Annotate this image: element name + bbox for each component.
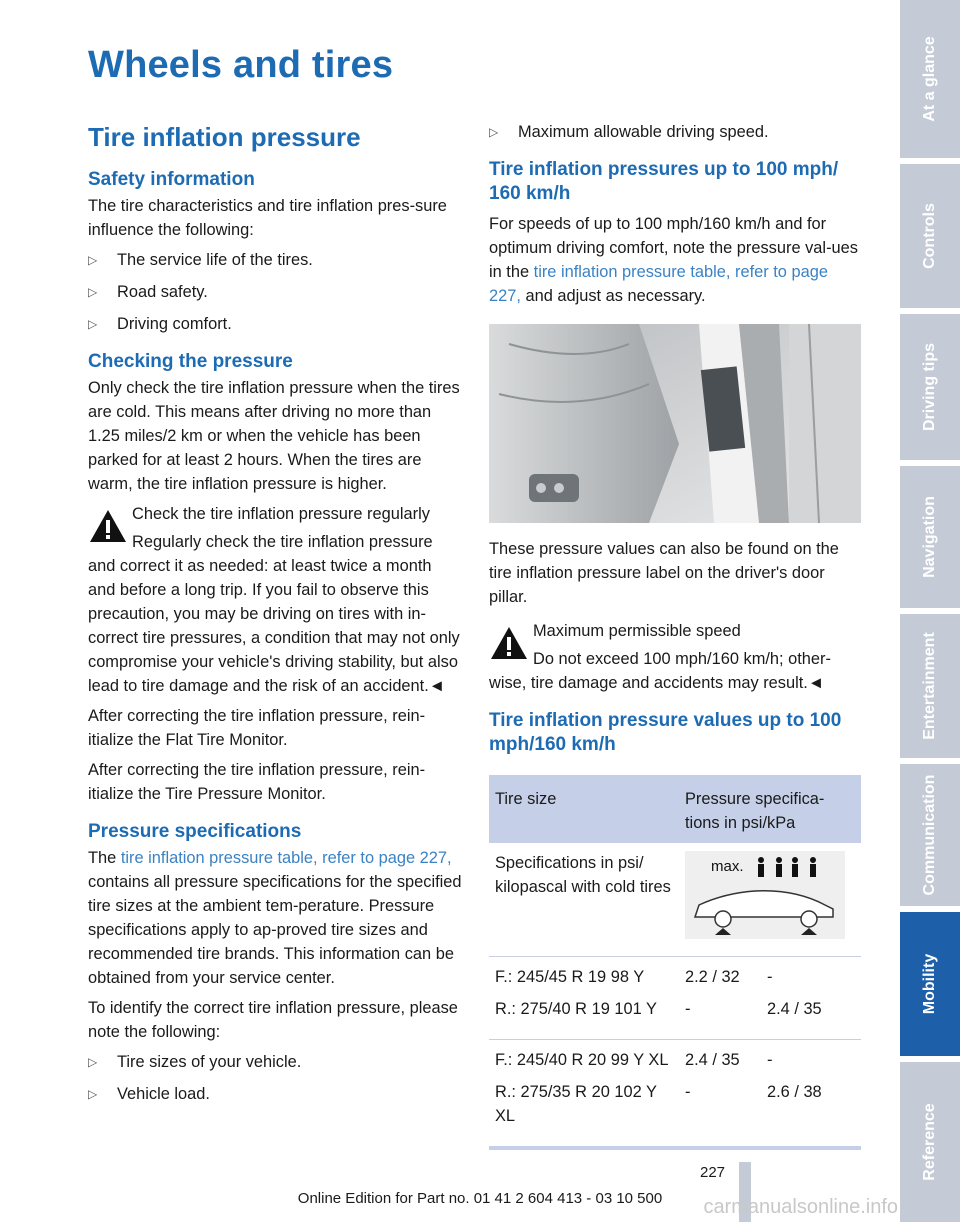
photo-caption: These pressure values can also be found on the tire inflation pressure label on the driver's door pillar. bbox=[489, 540, 839, 606]
front-pressure-cell: 2.2 / 32 - bbox=[679, 957, 761, 1040]
warning-triangle-icon bbox=[88, 508, 128, 544]
warning-title: Maximum permissible speed bbox=[533, 622, 741, 640]
list-item: ▷ Maximum allowable driving speed. bbox=[489, 120, 861, 144]
table-header: Tire size bbox=[489, 775, 679, 843]
warning-block bbox=[489, 619, 861, 695]
tire-size-cell: F.: 245/40 R 20 99 Y XL R.: 275/35 R 20 102 Y XL bbox=[489, 1040, 679, 1149]
tab-entertainment[interactable]: Entertainment bbox=[900, 614, 960, 758]
tab-reference[interactable]: Reference bbox=[900, 1062, 960, 1222]
checking-heading: Checking the pressure bbox=[88, 351, 293, 372]
rear-pressure-cell: - 2.4 / 35 bbox=[761, 957, 861, 1040]
right-column bbox=[489, 120, 861, 1150]
bullet-triangle-icon: ▷ bbox=[88, 253, 98, 267]
bullet-triangle-icon: ▷ bbox=[88, 1055, 98, 1069]
tab-controls[interactable]: Controls bbox=[900, 164, 960, 308]
tab-mobility[interactable]: Mobility bbox=[900, 912, 960, 1056]
tire-size-cell: F.: 245/45 R 19 98 Y R.: 275/40 R 19 101 Y bbox=[489, 957, 679, 1040]
pressure-table bbox=[489, 775, 861, 1150]
tab-navigation[interactable]: Navigation bbox=[900, 466, 960, 608]
warning-text: Do not exceed 100 mph/160 km/h; other-wise, tire damage and accidents may result.◄ bbox=[489, 650, 831, 692]
speed-heading: Tire inflation pressures up to 100 mph/ 160 km/h bbox=[489, 159, 839, 204]
max-label: max. bbox=[711, 858, 744, 875]
checking-text: Only check the tire inflation pressure when the tires are cold. This means after driving no more than 1.25 miles/2 km or when the vehicle has been parked for at least 2 hours. When the tires are warm, the tire inflation pressure is higher. bbox=[88, 379, 460, 493]
values-heading: Tire inflation pressure values up to 100 mph/160 km/h bbox=[489, 710, 842, 755]
chapter-sidebar bbox=[900, 0, 960, 1222]
tab-driving-tips[interactable]: Driving tips bbox=[900, 314, 960, 460]
list-item: ▷ Tire sizes of your vehicle. bbox=[88, 1050, 462, 1074]
front-pressure-cell: 2.4 / 35 - bbox=[679, 1040, 761, 1149]
warning-block bbox=[88, 502, 462, 698]
vehicle-load-diagram bbox=[685, 851, 845, 939]
door-pillar-photo bbox=[489, 324, 861, 523]
section-heading: Tire inflation pressure bbox=[88, 122, 361, 152]
list-item: ▷ Driving comfort. bbox=[88, 312, 462, 336]
list-item: ▷ Road safety. bbox=[88, 280, 462, 304]
safety-list bbox=[88, 248, 462, 336]
footer-text: Online Edition for Part no. 01 41 2 604 413 - 03 10 500 bbox=[297, 1190, 663, 1207]
identify-list bbox=[88, 1050, 462, 1106]
spec-label: Specifications in psi/ kilopascal with cold tires bbox=[489, 843, 679, 957]
table-row bbox=[489, 957, 861, 1040]
bullet-triangle-icon: ▷ bbox=[489, 125, 499, 139]
left-column bbox=[88, 120, 462, 1114]
watermark: carmanualsonline.info bbox=[703, 1196, 898, 1218]
safety-heading: Safety information bbox=[88, 169, 255, 190]
rear-pressure-cell: - 2.6 / 38 bbox=[761, 1040, 861, 1149]
bullet-triangle-icon: ▷ bbox=[88, 285, 98, 299]
identify-text: To identify the correct tire inflation pressure, please note the following: bbox=[88, 999, 458, 1041]
warning-title: Check the tire inflation pressure regularly bbox=[132, 505, 430, 523]
page-reference-link[interactable]: tire inflation pressure table, refer to page 227, bbox=[489, 263, 828, 305]
table-row bbox=[489, 843, 861, 957]
list-item: ▷ The service life of the tires. bbox=[88, 248, 462, 272]
page-number: 227 bbox=[700, 1164, 726, 1181]
bullet-triangle-icon: ▷ bbox=[88, 317, 98, 331]
table-row bbox=[489, 1040, 861, 1149]
page-reference-link[interactable]: tire inflation pressure table, refer to page 227, bbox=[120, 849, 452, 867]
pressure-spec-heading: Pressure specifications bbox=[88, 821, 302, 842]
tab-at-a-glance[interactable]: At a glance bbox=[900, 0, 960, 158]
flat-tire-monitor-note: After correcting the tire inflation pressure, rein-itialize the Flat Tire Monitor. bbox=[88, 707, 426, 749]
tire-pressure-monitor-note: After correcting the tire inflation pressure, rein-itialize the Tire Pressure Monitor. bbox=[88, 761, 426, 803]
page-title: Wheels and tires bbox=[88, 44, 394, 86]
table-header-row bbox=[489, 775, 861, 843]
tab-communication[interactable]: Communication bbox=[900, 764, 960, 906]
list-item: ▷ Vehicle load. bbox=[88, 1082, 462, 1106]
table-header: Pressure specifica-tions in psi/kPa bbox=[679, 775, 861, 843]
safety-intro: The tire characteristics and tire inflation pres-sure influence the following: bbox=[88, 197, 447, 239]
warning-text: Regularly check the tire inflation pressure and correct it as needed: at least twice a month and before a long trip. If you fail to observe this precaution, you may be driving on tires with in-correct tire pressures, a condition that may not only compromise your vehicle's driving stability, but also lead to tire damage and the risk of an accident.◄ bbox=[88, 533, 460, 695]
continued-list bbox=[489, 120, 861, 144]
speed-text: For speeds of up to 100 mph/160 km/h and for optimum driving comfort, note the pressure val-ues in the tire inflation pressure table, refer to page 227, and adjust as necessary. bbox=[489, 215, 858, 305]
pressure-spec-text: The tire inflation pressure table, refer to page 227, contains all pressure specifications for the specified tire sizes at the ambient tem-perature. Pressure specifications apply to ap-proved tire sizes and recommended tire brands. This information can be obtained from your service center. bbox=[88, 849, 462, 987]
warning-triangle-icon bbox=[489, 625, 529, 661]
load-diagram-cell bbox=[679, 843, 861, 957]
bullet-triangle-icon: ▷ bbox=[88, 1087, 98, 1101]
